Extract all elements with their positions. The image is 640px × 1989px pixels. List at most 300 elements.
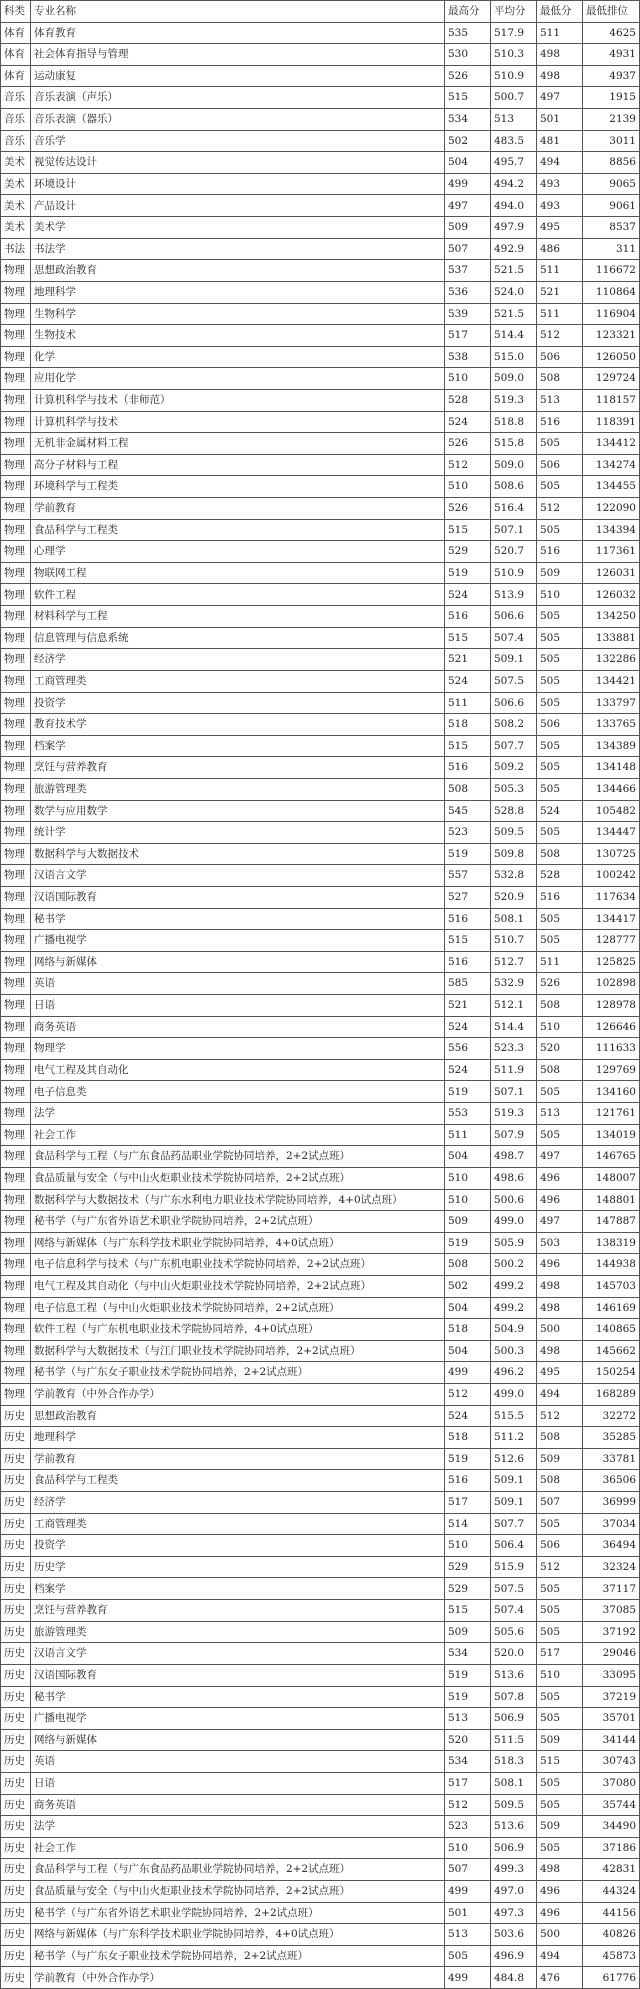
cell-major: 档案学	[31, 1578, 445, 1600]
cell-major: 信息管理与信息系统	[31, 627, 445, 649]
cell-major: 材料科学与工程	[31, 606, 445, 628]
cell-min-score: 510	[537, 584, 583, 606]
cell-max-score: 519	[445, 1448, 491, 1470]
cell-min-score: 515	[537, 1751, 583, 1773]
cell-category: 历史	[1, 1794, 31, 1816]
cell-major: 网络与新媒体（与广东科学技术职业学院协同培养，4+0试点班）	[31, 1924, 445, 1946]
cell-min-score: 507	[537, 1492, 583, 1514]
cell-max-score: 512	[445, 454, 491, 476]
cell-max-score: 508	[445, 778, 491, 800]
cell-category: 历史	[1, 1902, 31, 1924]
cell-min-score: 505	[537, 1621, 583, 1643]
cell-avg-score: 509.1	[491, 1492, 537, 1514]
cell-avg-score: 515.9	[491, 1556, 537, 1578]
cell-min-rank: 33781	[583, 1448, 640, 1470]
table-row	[1, 368, 640, 390]
cell-major: 视觉传达设计	[31, 152, 445, 174]
cell-min-rank: 42831	[583, 1859, 640, 1881]
cell-min-rank: 37186	[583, 1837, 640, 1859]
cell-avg-score: 500.2	[491, 1254, 537, 1276]
cell-max-score: 499	[445, 173, 491, 195]
table-row	[1, 303, 640, 325]
table-row	[1, 1643, 640, 1665]
cell-min-score: 497	[537, 1211, 583, 1233]
cell-avg-score: 509.2	[491, 757, 537, 779]
table-row	[1, 1816, 640, 1838]
cell-min-score: 516	[537, 541, 583, 563]
cell-max-score: 502	[445, 130, 491, 152]
cell-major: 食品科学与工程类	[31, 519, 445, 541]
cell-max-score: 557	[445, 865, 491, 887]
cell-min-rank: 117361	[583, 541, 640, 563]
cell-max-score: 520	[445, 1729, 491, 1751]
cell-major: 食品科学与工程（与广东食品药品职业学院协同培养，2+2试点班）	[31, 1859, 445, 1881]
table-row	[1, 1232, 640, 1254]
cell-min-score: 511	[537, 951, 583, 973]
table-row	[1, 649, 640, 671]
cell-max-score: 521	[445, 995, 491, 1017]
cell-major: 英语	[31, 1751, 445, 1773]
cell-major: 工商管理类	[31, 1513, 445, 1535]
cell-category: 物理	[1, 735, 31, 757]
cell-category: 物理	[1, 411, 31, 433]
cell-max-score: 499	[445, 1881, 491, 1903]
cell-category: 物理	[1, 368, 31, 390]
cell-major: 旅游管理类	[31, 1621, 445, 1643]
cell-major: 音乐学	[31, 130, 445, 152]
cell-avg-score: 506.4	[491, 1535, 537, 1557]
table-row	[1, 1751, 640, 1773]
table-row	[1, 152, 640, 174]
cell-min-score: 511	[537, 303, 583, 325]
cell-min-score: 498	[537, 1340, 583, 1362]
cell-min-rank: 9061	[583, 195, 640, 217]
cell-min-score: 506	[537, 454, 583, 476]
cell-major: 广播电视学	[31, 930, 445, 952]
cell-max-score: 521	[445, 649, 491, 671]
cell-max-score: 528	[445, 389, 491, 411]
cell-category: 物理	[1, 714, 31, 736]
table-row	[1, 1211, 640, 1233]
cell-min-rank: 132286	[583, 649, 640, 671]
cell-min-rank: 133881	[583, 627, 640, 649]
cell-avg-score: 516.4	[491, 498, 537, 520]
cell-max-score: 516	[445, 908, 491, 930]
cell-min-score: 505	[537, 778, 583, 800]
cell-avg-score: 518.8	[491, 411, 537, 433]
cell-min-score: 493	[537, 195, 583, 217]
cell-min-rank: 61776	[583, 1967, 640, 1989]
cell-avg-score: 499.2	[491, 1275, 537, 1297]
cell-max-score: 526	[445, 498, 491, 520]
table-row	[1, 757, 640, 779]
cell-avg-score: 510.3	[491, 44, 537, 66]
cell-avg-score: 495.7	[491, 152, 537, 174]
table-row	[1, 886, 640, 908]
cell-category: 物理	[1, 1275, 31, 1297]
cell-min-rank: 123321	[583, 325, 640, 347]
table-row	[1, 65, 640, 87]
table-row	[1, 1902, 640, 1924]
cell-avg-score: 508.1	[491, 1772, 537, 1794]
cell-min-rank: 126032	[583, 584, 640, 606]
cell-min-score: 494	[537, 1384, 583, 1406]
header-max-score: 最高分	[445, 1, 491, 23]
cell-min-rank: 134412	[583, 433, 640, 455]
cell-max-score: 516	[445, 757, 491, 779]
cell-min-score: 508	[537, 1059, 583, 1081]
cell-min-rank: 37192	[583, 1621, 640, 1643]
cell-min-rank: 128978	[583, 995, 640, 1017]
table-row	[1, 627, 640, 649]
cell-min-rank: 147887	[583, 1211, 640, 1233]
cell-major: 社会工作	[31, 1837, 445, 1859]
cell-min-rank: 111633	[583, 1038, 640, 1060]
cell-min-rank: 134019	[583, 1124, 640, 1146]
cell-min-score: 505	[537, 1837, 583, 1859]
cell-major: 经济学	[31, 649, 445, 671]
cell-major: 英语	[31, 973, 445, 995]
cell-min-rank: 133765	[583, 714, 640, 736]
cell-min-rank: 129724	[583, 368, 640, 390]
cell-category: 历史	[1, 1837, 31, 1859]
cell-min-score: 505	[537, 1794, 583, 1816]
cell-avg-score: 507.7	[491, 735, 537, 757]
cell-max-score: 518	[445, 1319, 491, 1341]
cell-avg-score: 500.7	[491, 87, 537, 109]
cell-min-score: 508	[537, 368, 583, 390]
cell-category: 物理	[1, 1362, 31, 1384]
cell-category: 物理	[1, 1103, 31, 1125]
cell-avg-score: 528.8	[491, 800, 537, 822]
cell-min-rank: 37085	[583, 1600, 640, 1622]
cell-major: 汉语言文学	[31, 865, 445, 887]
cell-min-score: 503	[537, 1232, 583, 1254]
cell-max-score: 516	[445, 1470, 491, 1492]
cell-min-score: 506	[537, 1535, 583, 1557]
cell-min-score: 498	[537, 1275, 583, 1297]
cell-major: 教育技术学	[31, 714, 445, 736]
cell-min-rank: 145662	[583, 1340, 640, 1362]
cell-min-score: 505	[537, 908, 583, 930]
cell-category: 物理	[1, 1016, 31, 1038]
cell-major: 网络与新媒体（与广东科学技术职业学院协同培养，4+0试点班）	[31, 1232, 445, 1254]
cell-min-rank: 35744	[583, 1794, 640, 1816]
cell-avg-score: 505.3	[491, 778, 537, 800]
table-row	[1, 1362, 640, 1384]
cell-avg-score: 520.7	[491, 541, 537, 563]
cell-min-rank: 29046	[583, 1643, 640, 1665]
cell-category: 历史	[1, 1967, 31, 1989]
cell-min-rank: 44324	[583, 1881, 640, 1903]
table-row	[1, 1384, 640, 1406]
cell-max-score: 526	[445, 433, 491, 455]
cell-major: 环境科学与工程类	[31, 476, 445, 498]
cell-min-score: 508	[537, 843, 583, 865]
cell-max-score: 504	[445, 1340, 491, 1362]
cell-category: 历史	[1, 1535, 31, 1557]
cell-min-score: 512	[537, 1556, 583, 1578]
cell-major: 历史学	[31, 1556, 445, 1578]
cell-category: 历史	[1, 1772, 31, 1794]
cell-min-rank: 118391	[583, 411, 640, 433]
cell-category: 物理	[1, 303, 31, 325]
cell-major: 食品科学与工程类	[31, 1470, 445, 1492]
table-row	[1, 865, 640, 887]
cell-max-score: 510	[445, 368, 491, 390]
cell-major: 旅游管理类	[31, 778, 445, 800]
table-row	[1, 1081, 640, 1103]
table-row	[1, 1470, 640, 1492]
cell-major: 日语	[31, 995, 445, 1017]
cell-min-rank: 32272	[583, 1405, 640, 1427]
cell-min-score: 505	[537, 476, 583, 498]
header-major: 专业名称	[31, 1, 445, 23]
cell-max-score: 512	[445, 1794, 491, 1816]
cell-category: 美术	[1, 152, 31, 174]
cell-major: 网络与新媒体	[31, 1729, 445, 1751]
cell-min-score: 497	[537, 87, 583, 109]
cell-major: 食品科学与工程（与广东食品药品职业学院协同培养，2+2试点班）	[31, 1146, 445, 1168]
cell-min-score: 505	[537, 1600, 583, 1622]
cell-min-score: 494	[537, 152, 583, 174]
cell-category: 物理	[1, 886, 31, 908]
cell-min-rank: 30743	[583, 1751, 640, 1773]
cell-min-score: 512	[537, 325, 583, 347]
cell-category: 物理	[1, 433, 31, 455]
cell-avg-score: 512.1	[491, 995, 537, 1017]
cell-category: 物理	[1, 1167, 31, 1189]
cell-min-rank: 37219	[583, 1686, 640, 1708]
cell-major: 电子信息类	[31, 1081, 445, 1103]
cell-min-score: 501	[537, 109, 583, 131]
table-row	[1, 1794, 640, 1816]
table-row	[1, 1578, 640, 1600]
cell-min-rank: 134250	[583, 606, 640, 628]
cell-min-rank: 4937	[583, 65, 640, 87]
cell-major: 计算机科学与技术（非师范）	[31, 389, 445, 411]
cell-category: 物理	[1, 562, 31, 584]
cell-avg-score: 506.9	[491, 1708, 537, 1730]
cell-min-rank: 117634	[583, 886, 640, 908]
table-row	[1, 1275, 640, 1297]
cell-min-rank: 138319	[583, 1232, 640, 1254]
cell-major: 商务英语	[31, 1794, 445, 1816]
cell-avg-score: 494.0	[491, 195, 537, 217]
cell-category: 物理	[1, 325, 31, 347]
cell-min-rank: 134394	[583, 519, 640, 541]
cell-max-score: 526	[445, 65, 491, 87]
cell-major: 广播电视学	[31, 1708, 445, 1730]
cell-min-score: 508	[537, 1427, 583, 1449]
cell-min-score: 494	[537, 1945, 583, 1967]
cell-max-score: 537	[445, 260, 491, 282]
cell-category: 历史	[1, 1448, 31, 1470]
table-row	[1, 1103, 640, 1125]
table-row	[1, 1124, 640, 1146]
cell-major: 工商管理类	[31, 670, 445, 692]
table-row	[1, 476, 640, 498]
cell-min-score: 513	[537, 389, 583, 411]
cell-avg-score: 514.4	[491, 1016, 537, 1038]
header-min-rank: 最低排位	[583, 1, 640, 23]
cell-avg-score: 504.9	[491, 1319, 537, 1341]
cell-category: 历史	[1, 1708, 31, 1730]
cell-min-score: 496	[537, 1881, 583, 1903]
cell-min-rank: 146765	[583, 1146, 640, 1168]
cell-major: 思想政治教育	[31, 260, 445, 282]
cell-avg-score: 510.9	[491, 562, 537, 584]
cell-category: 物理	[1, 865, 31, 887]
cell-avg-score: 520.0	[491, 1643, 537, 1665]
cell-major: 投资学	[31, 1535, 445, 1557]
cell-max-score: 534	[445, 1643, 491, 1665]
cell-min-rank: 44156	[583, 1902, 640, 1924]
cell-avg-score: 507.4	[491, 1600, 537, 1622]
cell-max-score: 515	[445, 87, 491, 109]
cell-max-score: 510	[445, 1535, 491, 1557]
cell-min-score: 505	[537, 735, 583, 757]
table-body	[1, 22, 640, 1988]
cell-major: 汉语国际教育	[31, 1664, 445, 1686]
cell-min-score: 505	[537, 692, 583, 714]
table-row	[1, 411, 640, 433]
cell-min-score: 500	[537, 1924, 583, 1946]
table-row	[1, 1340, 640, 1362]
cell-category: 历史	[1, 1751, 31, 1773]
cell-min-rank: 130725	[583, 843, 640, 865]
cell-major: 汉语言文学	[31, 1643, 445, 1665]
table-row	[1, 22, 640, 44]
cell-min-rank: 37080	[583, 1772, 640, 1794]
cell-major: 投资学	[31, 692, 445, 714]
table-row	[1, 606, 640, 628]
cell-category: 物理	[1, 1254, 31, 1276]
cell-min-rank: 33095	[583, 1664, 640, 1686]
cell-category: 物理	[1, 541, 31, 563]
cell-avg-score: 507.7	[491, 1513, 537, 1535]
cell-max-score: 515	[445, 627, 491, 649]
cell-min-score: 498	[537, 1297, 583, 1319]
cell-category: 书法	[1, 238, 31, 260]
cell-avg-score: 496.9	[491, 1945, 537, 1967]
cell-min-rank: 35701	[583, 1708, 640, 1730]
cell-category: 历史	[1, 1600, 31, 1622]
cell-avg-score: 510.9	[491, 65, 537, 87]
cell-category: 物理	[1, 757, 31, 779]
cell-major: 心理学	[31, 541, 445, 563]
cell-avg-score: 508.6	[491, 476, 537, 498]
table-row	[1, 195, 640, 217]
cell-avg-score: 511.5	[491, 1729, 537, 1751]
cell-min-rank: 134389	[583, 735, 640, 757]
cell-min-rank: 140865	[583, 1319, 640, 1341]
cell-min-score: 505	[537, 1578, 583, 1600]
cell-category: 物理	[1, 1038, 31, 1060]
cell-max-score: 519	[445, 843, 491, 865]
cell-min-rank: 102898	[583, 973, 640, 995]
table-row	[1, 346, 640, 368]
cell-min-rank: 36494	[583, 1535, 640, 1557]
cell-min-score: 509	[537, 1448, 583, 1470]
cell-major: 体育教育	[31, 22, 445, 44]
cell-avg-score: 508.2	[491, 714, 537, 736]
cell-category: 体育	[1, 65, 31, 87]
cell-avg-score: 521.5	[491, 260, 537, 282]
cell-max-score: 504	[445, 1146, 491, 1168]
cell-max-score: 505	[445, 1945, 491, 1967]
cell-avg-score: 512.6	[491, 1448, 537, 1470]
cell-category: 物理	[1, 584, 31, 606]
cell-min-score: 505	[537, 822, 583, 844]
cell-major: 学前教育	[31, 498, 445, 520]
cell-min-rank: 145703	[583, 1275, 640, 1297]
cell-major: 物理学	[31, 1038, 445, 1060]
table-row	[1, 1427, 640, 1449]
cell-category: 美术	[1, 195, 31, 217]
cell-max-score: 511	[445, 692, 491, 714]
cell-avg-score: 507.8	[491, 1686, 537, 1708]
cell-max-score: 585	[445, 973, 491, 995]
cell-major: 日语	[31, 1772, 445, 1794]
cell-min-rank: 121761	[583, 1103, 640, 1125]
cell-major: 烹饪与营养教育	[31, 1600, 445, 1622]
table-row	[1, 1837, 640, 1859]
table-row	[1, 843, 640, 865]
cell-min-score: 508	[537, 995, 583, 1017]
cell-min-score: 505	[537, 930, 583, 952]
cell-avg-score: 499.0	[491, 1211, 537, 1233]
cell-major: 音乐表演（器乐）	[31, 109, 445, 131]
cell-min-rank: 2139	[583, 109, 640, 131]
cell-min-score: 500	[537, 1319, 583, 1341]
cell-max-score: 507	[445, 238, 491, 260]
cell-min-score: 505	[537, 1124, 583, 1146]
table-row	[1, 1556, 640, 1578]
cell-min-rank: 9065	[583, 173, 640, 195]
cell-avg-score: 492.9	[491, 238, 537, 260]
cell-min-rank: 4625	[583, 22, 640, 44]
cell-max-score: 517	[445, 1492, 491, 1514]
table-row	[1, 1924, 640, 1946]
cell-min-rank: 125825	[583, 951, 640, 973]
cell-avg-score: 500.3	[491, 1340, 537, 1362]
cell-max-score: 510	[445, 1167, 491, 1189]
cell-max-score: 515	[445, 930, 491, 952]
cell-min-rank: 134466	[583, 778, 640, 800]
cell-major: 学前教育（中外合作办学）	[31, 1967, 445, 1989]
cell-category: 物理	[1, 627, 31, 649]
cell-major: 化学	[31, 346, 445, 368]
cell-avg-score: 483.5	[491, 130, 537, 152]
table-row	[1, 173, 640, 195]
cell-max-score: 512	[445, 1384, 491, 1406]
cell-avg-score: 498.7	[491, 1146, 537, 1168]
cell-max-score: 502	[445, 1275, 491, 1297]
cell-category: 物理	[1, 778, 31, 800]
cell-major: 电气工程及其自动化（与中山火炬职业技术学院协同培养，2+2试点班）	[31, 1275, 445, 1297]
cell-major: 数学与应用数学	[31, 800, 445, 822]
table-row	[1, 217, 640, 239]
cell-avg-score: 513.9	[491, 584, 537, 606]
cell-min-rank: 311	[583, 238, 640, 260]
cell-max-score: 535	[445, 22, 491, 44]
cell-min-rank: 4931	[583, 44, 640, 66]
cell-max-score: 545	[445, 800, 491, 822]
cell-category: 历史	[1, 1686, 31, 1708]
cell-max-score: 499	[445, 1967, 491, 1989]
cell-major: 社会体育指导与管理	[31, 44, 445, 66]
